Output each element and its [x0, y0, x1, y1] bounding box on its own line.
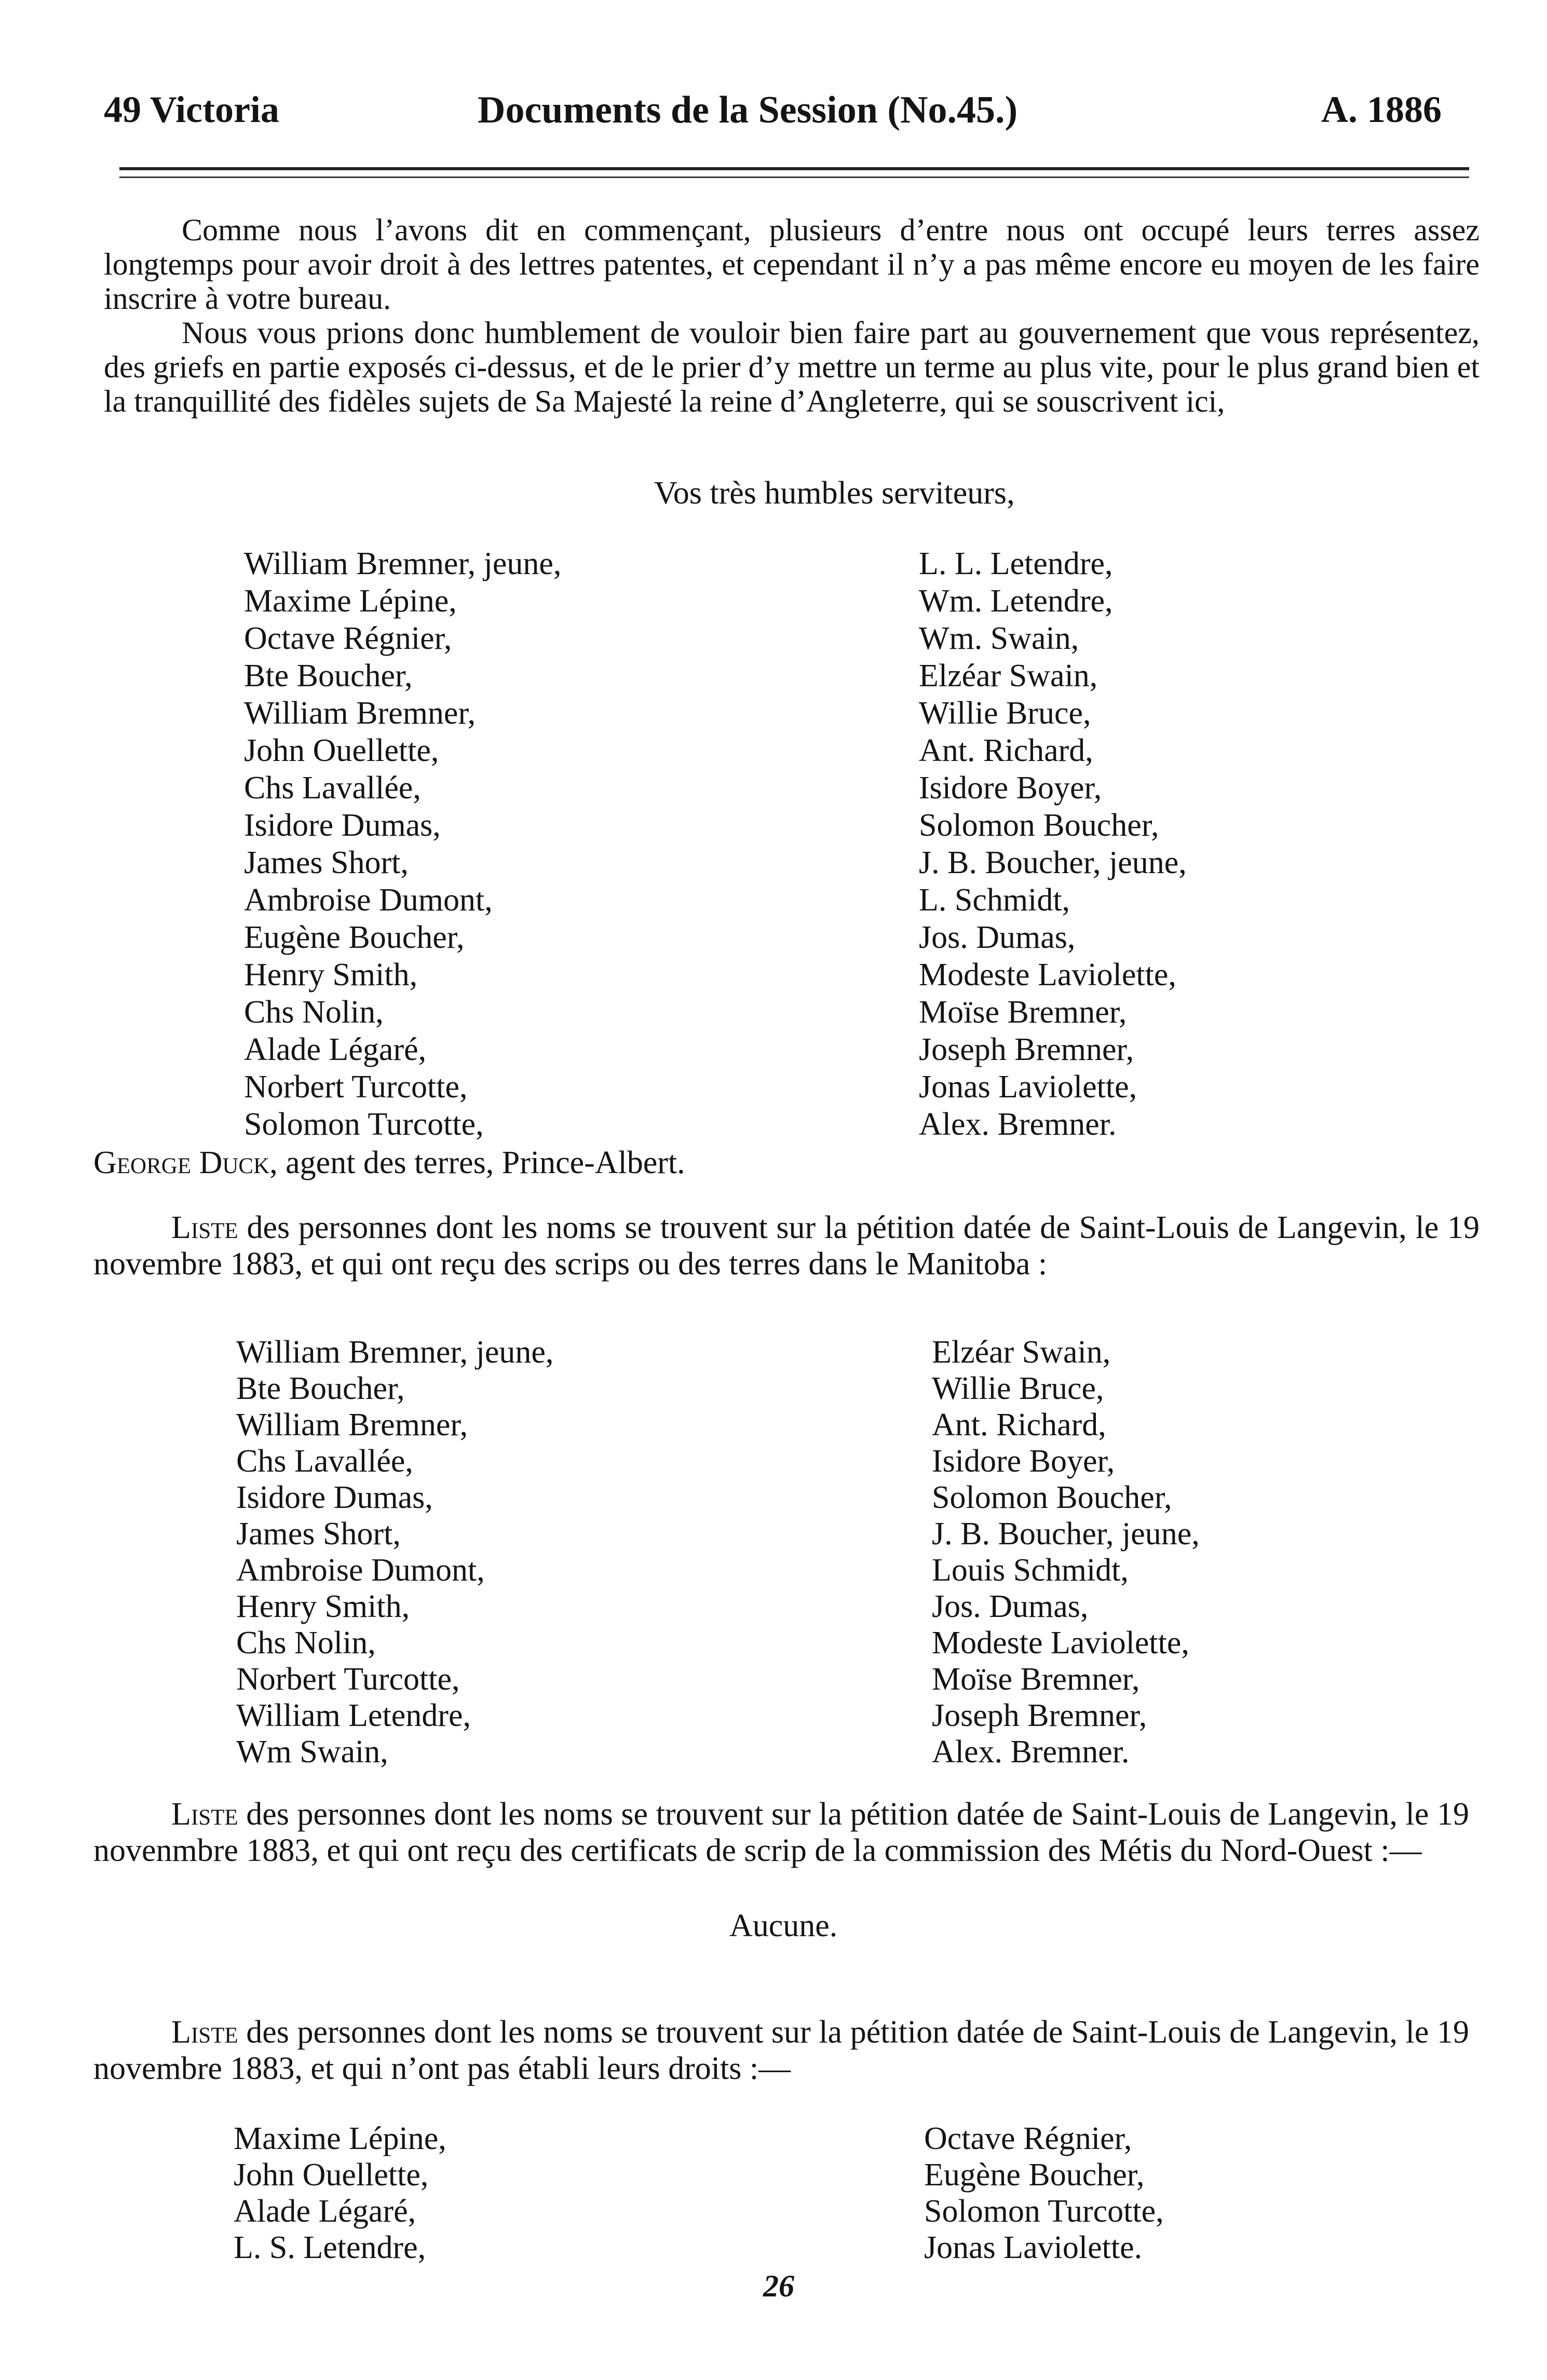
signatory: Bte Boucher,	[244, 658, 413, 693]
list-item: William Bremner, jeune,	[236, 1335, 554, 1370]
signatory: Alade Légaré,	[244, 1032, 427, 1067]
list-item: Willie Bruce,	[932, 1371, 1104, 1406]
signatory: Modeste Laviolette,	[919, 957, 1176, 992]
intro-text	[104, 213, 1480, 418]
list1-left-column	[236, 1334, 553, 1770]
signatory: Eugène Boucher,	[244, 920, 465, 955]
list3-right-column	[924, 2120, 1164, 2266]
list-item: Modeste Laviolette,	[932, 1625, 1189, 1661]
list3-lead: Liste	[171, 2015, 238, 2050]
signatory: Isidore Boyer,	[919, 770, 1102, 806]
list-item: Norbert Turcotte,	[236, 1662, 460, 1697]
header-session-year: 49 Victoria	[104, 89, 279, 130]
header-rule-thick	[119, 167, 1469, 170]
signatories-left-column	[244, 545, 561, 1143]
list1-heading	[93, 1209, 1480, 1282]
signatory: Jos. Dumas,	[919, 920, 1076, 955]
signatory: Willie Bruce,	[919, 696, 1091, 731]
list1-text: des personnes dont les noms se trouvent sur la pétition datée de Saint-Louis de Langevin, le 19 novembre 1883, et qui ont reçu des scrips ou des terres dans le Manitoba :	[93, 1210, 1480, 1282]
list-item: Isidore Boyer,	[932, 1444, 1115, 1479]
signatory: L. Schmidt,	[919, 882, 1070, 918]
signatory: Alex. Bremner.	[919, 1107, 1117, 1142]
signatory: Ant. Richard,	[919, 733, 1093, 768]
list-item: Solomon Turcotte,	[924, 2194, 1164, 2229]
list1-right-column	[932, 1334, 1200, 1770]
signatory: John Ouellette,	[244, 733, 439, 768]
signatory: Henry Smith,	[244, 957, 418, 992]
signatory: J. B. Boucher, jeune,	[919, 845, 1187, 880]
list-item: Isidore Dumas,	[236, 1480, 433, 1515]
list-item: Alade Légaré,	[234, 2194, 416, 2229]
signatory: Moïse Bremner,	[919, 995, 1127, 1030]
signatory: Joseph Bremner,	[919, 1032, 1134, 1067]
list-item: Eugène Boucher,	[924, 2157, 1145, 2193]
page-number: 26	[763, 2269, 794, 2303]
signatory: Wm. Swain,	[919, 621, 1079, 656]
signatory: Maxime Lépine,	[244, 583, 457, 619]
list-item: Bte Boucher,	[236, 1371, 405, 1406]
list3-heading	[93, 2014, 1469, 2087]
list2-lead: Liste	[171, 1797, 238, 1832]
header-year: A. 1886	[1321, 89, 1442, 130]
list-item: Wm Swain,	[236, 1734, 388, 1770]
list2-text: des personnes dont les noms se trouvent sur la pétition datée de Saint-Louis de Langevin, le 19 novenmbre 1883, et qui ont reçu des certificats de scrip de la commission des Métis du Nord-Ouest :—	[93, 1797, 1469, 1868]
list-item: Joseph Bremner,	[932, 1698, 1147, 1733]
list-item: Jos. Dumas,	[932, 1589, 1089, 1624]
agent-name: George Duck,	[93, 1145, 278, 1180]
list-item: L. S. Letendre,	[234, 2230, 426, 2265]
header-title: Documents de la Session (No.45.)	[478, 89, 1018, 131]
list-item: Moïse Bremner,	[932, 1662, 1140, 1697]
signatory: Wm. Letendre,	[919, 583, 1113, 619]
list-item: Jonas Laviolette.	[924, 2230, 1143, 2265]
list-item: Louis Schmidt,	[932, 1553, 1129, 1588]
list-item: William Letendre,	[236, 1698, 471, 1733]
agent-title: agent des terres, Prince-Albert.	[286, 1145, 685, 1180]
list2-heading	[93, 1796, 1469, 1869]
signatory: William Bremner, jeune,	[244, 546, 562, 581]
list-item: Elzéar Swain,	[932, 1335, 1111, 1370]
signatory: Solomon Turcotte,	[244, 1107, 484, 1142]
land-agent-line	[93, 1145, 685, 1181]
list-item: Octave Régnier,	[924, 2121, 1132, 2156]
list-item: Ambroise Dumont,	[236, 1553, 485, 1588]
signatory: Isidore Dumas,	[244, 808, 441, 843]
signatory: Chs Nolin,	[244, 995, 384, 1030]
list-item: Maxime Lépine,	[234, 2121, 446, 2156]
list-item: Ant. Richard,	[932, 1407, 1106, 1443]
signatory: Octave Régnier,	[244, 621, 452, 656]
closing-salutation: Vos très humbles serviteurs,	[654, 475, 1015, 511]
list-item: James Short,	[236, 1516, 401, 1552]
signatory: Solomon Boucher,	[919, 808, 1159, 843]
signatory: Elzéar Swain,	[919, 658, 1098, 693]
signatory: Jonas Laviolette,	[919, 1069, 1137, 1105]
signatories-right-column	[919, 545, 1187, 1143]
signatory: Chs Lavallée,	[244, 770, 421, 806]
list2-result: Aucune.	[729, 1908, 838, 1943]
list-item: William Bremner,	[236, 1407, 468, 1443]
list-item: Alex. Bremner.	[932, 1734, 1130, 1770]
list-item: Henry Smith,	[236, 1589, 410, 1624]
header-rule-thin	[119, 176, 1469, 178]
signatory: L. L. Letendre,	[919, 546, 1113, 581]
list3-text: des personnes dont les noms se trouvent sur la pétition datée de Saint-Louis de Langevin, le 19 novembre 1883, et qui n’ont pas établi leurs droits :—	[93, 2015, 1469, 2086]
signatory: William Bremner,	[244, 696, 476, 731]
list1-lead: Liste	[171, 1210, 238, 1245]
list-item: Chs Nolin,	[236, 1625, 376, 1661]
list-item: Chs Lavallée,	[236, 1444, 413, 1479]
signatory: James Short,	[244, 845, 409, 880]
list-item: J. B. Boucher, jeune,	[932, 1516, 1200, 1552]
signatory: Norbert Turcotte,	[244, 1069, 468, 1105]
signatory: Ambroise Dumont,	[244, 882, 493, 918]
list-item: John Ouellette,	[234, 2157, 429, 2193]
list-item: Solomon Boucher,	[932, 1480, 1172, 1515]
intro-paragraph-2: Nous vous prions donc humblement de vouloir bien faire part au gouvernement que vous représentez, des griefs en partie exposés ci-dessus, et de le prier d’y mettre un terme au plus vite, pour le plus grand bien et la tranquillité des fidèles sujets de Sa Majesté la reine d’Angleterre, qui se souscrivent ici,	[104, 316, 1480, 418]
list3-left-column	[234, 2120, 446, 2266]
intro-paragraph-1: Comme nous l’avons dit en commençant, plusieurs d’entre nous ont occupé leurs terres assez longtemps pour avoir droit à des lettres patentes, et cependant il n’y a pas même encore eu moyen de les faire inscrire à votre bureau.	[104, 213, 1480, 316]
